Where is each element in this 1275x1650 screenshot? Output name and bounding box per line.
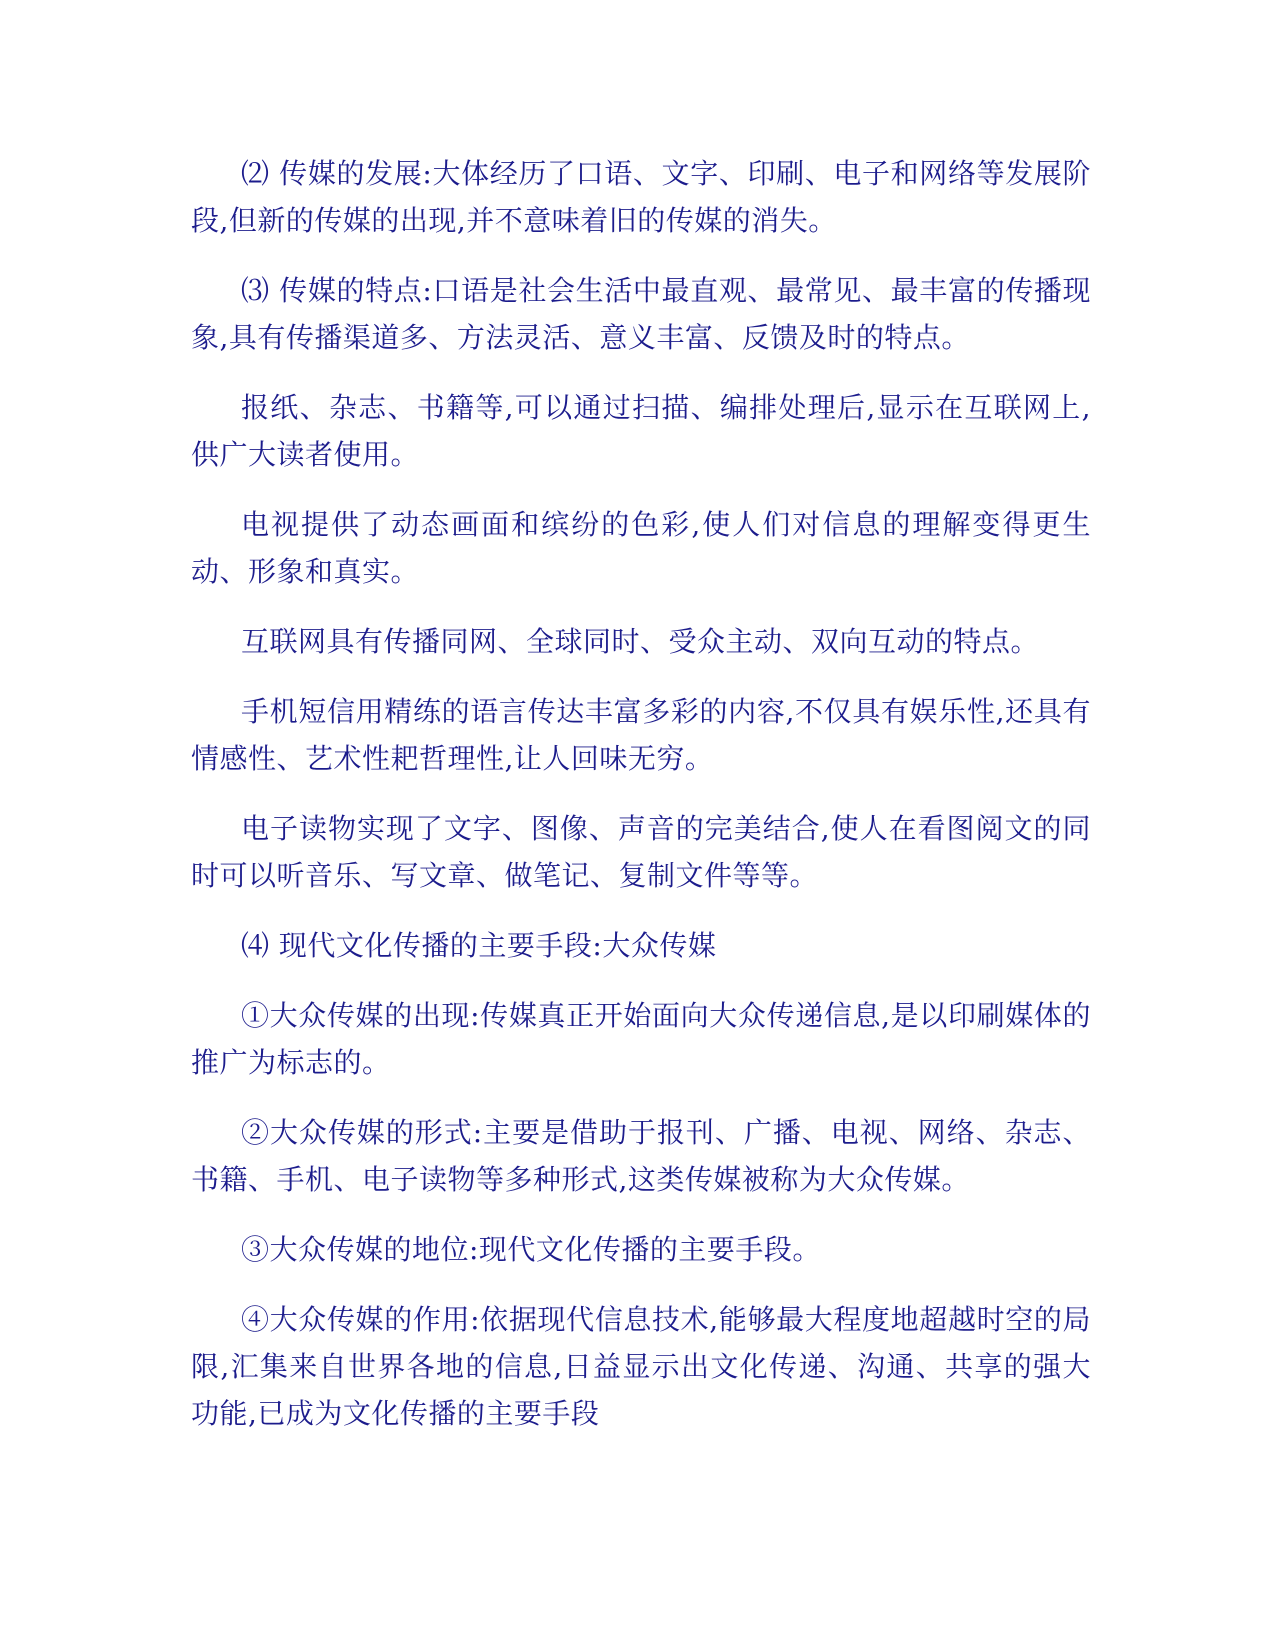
paragraph-mass-media-role: ④大众传媒的作用:依据现代信息技术,能够最大程度地超越时空的局限,汇集来自世界各地的信息,日益显示出文化传递、沟通、共享的强大功能,已成为文化传播的主要手段 bbox=[191, 1303, 1091, 1430]
paragraph-mass-media-emergence: ①大众传媒的出现:传媒真正开始面向大众传递信息,是以印刷媒体的推广为标志的。 bbox=[191, 999, 1091, 1079]
paragraph-media-features: ⑶ 传媒的特点:口语是社会生活中最直观、最常见、最丰富的传播现象,具有传播渠道多、方法灵活、意义丰富、反馈及时的特点。 bbox=[191, 274, 1091, 354]
paragraph-mass-media-heading: ⑷ 现代文化传播的主要手段:大众传媒 bbox=[241, 929, 717, 962]
paragraph-mass-media-status: ③大众传媒的地位:现代文化传播的主要手段。 bbox=[241, 1233, 821, 1266]
paragraph-media-development: ⑵ 传媒的发展:大体经历了口语、文字、印刷、电子和网络等发展阶段,但新的传媒的出现,并不意味着旧的传媒的消失。 bbox=[191, 157, 1091, 237]
paragraph-television: 电视提供了动态画面和缤纷的色彩,使人们对信息的理解变得更生动、形象和真实。 bbox=[191, 508, 1091, 588]
document-body bbox=[191, 150, 1091, 1460]
paragraph-e-reading: 电子读物实现了文字、图像、声音的完美结合,使人在看图阅文的同时可以听音乐、写文章、做笔记、复制文件等等。 bbox=[191, 812, 1091, 892]
paragraph-internet: 互联网具有传播同网、全球同时、受众主动、双向互动的特点。 bbox=[241, 625, 1040, 658]
paragraph-mass-media-forms: ②大众传媒的形式:主要是借助于报刊、广播、电视、网络、杂志、书籍、手机、电子读物等多种形式,这类传媒被称为大众传媒。 bbox=[191, 1116, 1091, 1196]
paragraph-newspapers: 报纸、杂志、书籍等,可以通过扫描、编排处理后,显示在互联网上,供广大读者使用。 bbox=[191, 391, 1091, 471]
paragraph-sms: 手机短信用精练的语言传达丰富多彩的内容,不仅具有娱乐性,还具有情感性、艺术性耙哲理性,让人回味无穷。 bbox=[191, 695, 1091, 775]
